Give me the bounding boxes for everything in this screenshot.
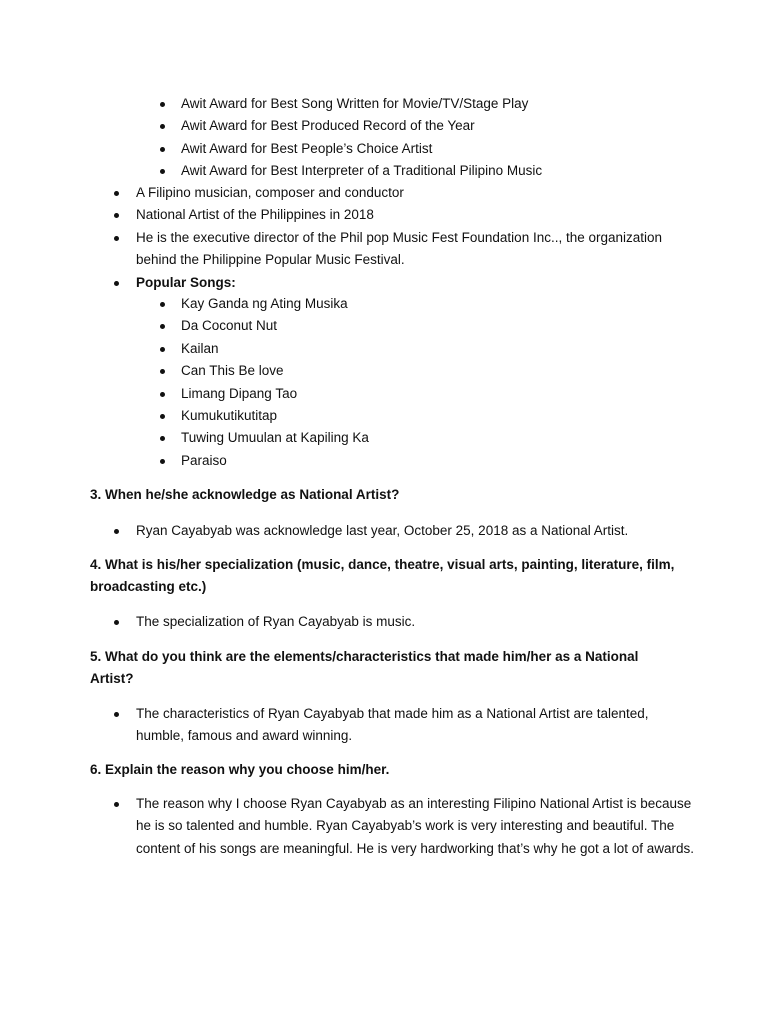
answer-5 — [136, 703, 696, 748]
bullet-icon — [114, 802, 119, 807]
award-text: Awit Award for Best Song Written for Movie/TV/Stage Play — [181, 96, 529, 111]
bullet-icon — [160, 369, 165, 374]
bullet-icon — [160, 169, 165, 174]
bullet-icon — [160, 102, 165, 107]
award-item — [181, 115, 741, 137]
award-text: Awit Award for Best Interpreter of a Traditional Pilipino Music — [181, 163, 543, 179]
song-title: Kay Ganda ng Ating Musika — [181, 296, 348, 311]
info-item — [136, 227, 696, 272]
bullet-icon — [160, 436, 165, 441]
song-item — [181, 405, 581, 427]
bullet-icon — [114, 529, 119, 534]
answer-5-text: The characteristics of Ryan Cayabyab that made him as a National Artist are talented, humble, famous and award winning. — [136, 706, 649, 744]
song-item — [181, 360, 581, 382]
info-text: He is the executive director of the Phil pop Music Fest Foundation Inc.., the organization behind the Philippine Popular Music Festival. — [136, 229, 663, 268]
bullet-icon — [114, 620, 119, 625]
song-item — [181, 338, 581, 360]
song-title: Da Coconut Nut — [181, 318, 278, 334]
bullet-icon — [160, 147, 165, 152]
answer-6-text: The reason why I choose Ryan Cayabyab as an interesting Filipino National Artist is because he is so talented and humble. Ryan Cayabyab’s work is very interesting and beautiful. The content of his songs are meaningful. He is very hardworking that’s why he got a lot of awards. — [136, 796, 695, 856]
bullet-icon — [114, 236, 119, 241]
info-text: A Filipino musician, composer and conductor — [136, 185, 404, 200]
bullet-icon — [160, 124, 165, 129]
award-item — [181, 160, 741, 182]
song-title: Tuwing Umuulan at Kapiling Ka — [181, 430, 369, 446]
awards-list — [181, 93, 741, 183]
info-text: National Artist of the Philippines in 2018 — [136, 207, 374, 223]
answer-3 — [136, 520, 696, 542]
info-item — [136, 204, 696, 226]
award-item — [181, 93, 741, 115]
bullet-icon — [114, 213, 119, 218]
award-text: Awit Award for Best People’s Choice Artist — [181, 140, 433, 156]
bullet-icon — [160, 324, 165, 329]
bullet-icon — [160, 302, 165, 307]
song-title: Can This Be love — [181, 363, 284, 379]
bullet-icon — [160, 392, 165, 397]
bullet-icon — [160, 459, 165, 464]
song-item — [181, 450, 581, 472]
bullet-icon — [160, 414, 165, 419]
award-text: Awit Award for Best Produced Record of the Year — [181, 118, 475, 134]
popular-songs-heading — [136, 272, 696, 294]
song-title: Kailan — [181, 340, 219, 356]
award-item — [181, 138, 741, 160]
question-4: 4. What is his/her specialization (music, dance, theatre, visual arts, painting, literature, film, broadcasting etc.) — [90, 557, 675, 595]
bullet-icon — [160, 347, 165, 352]
song-title: Kumukutikutitap — [181, 408, 278, 424]
bullet-icon — [114, 191, 119, 196]
info-item — [136, 182, 696, 204]
answer-6 — [136, 793, 696, 860]
bullet-icon — [114, 281, 119, 286]
song-item — [181, 427, 581, 449]
question-3: 3. When he/she acknowledge as National Artist? — [90, 487, 400, 502]
bullet-icon — [114, 712, 119, 717]
answer-4-text: The specialization of Ryan Cayabyab is music. — [136, 614, 416, 629]
song-item — [181, 315, 581, 337]
answer-4 — [136, 611, 696, 633]
song-item — [181, 383, 581, 405]
songs-list — [181, 293, 581, 472]
answer-3-text: Ryan Cayabyab was acknowledge last year, October 25, 2018 as a National Artist. — [136, 523, 629, 538]
artist-info-list — [136, 182, 696, 294]
song-title: Paraiso — [181, 452, 227, 468]
song-title: Limang Dipang Tao — [181, 385, 298, 401]
question-5: 5. What do you think are the elements/characteristics that made him/her as a National Artist? — [90, 649, 639, 687]
question-6: 6. Explain the reason why you choose him/her. — [90, 762, 390, 777]
info-text: Popular Songs: — [136, 274, 236, 290]
song-item — [181, 293, 581, 315]
